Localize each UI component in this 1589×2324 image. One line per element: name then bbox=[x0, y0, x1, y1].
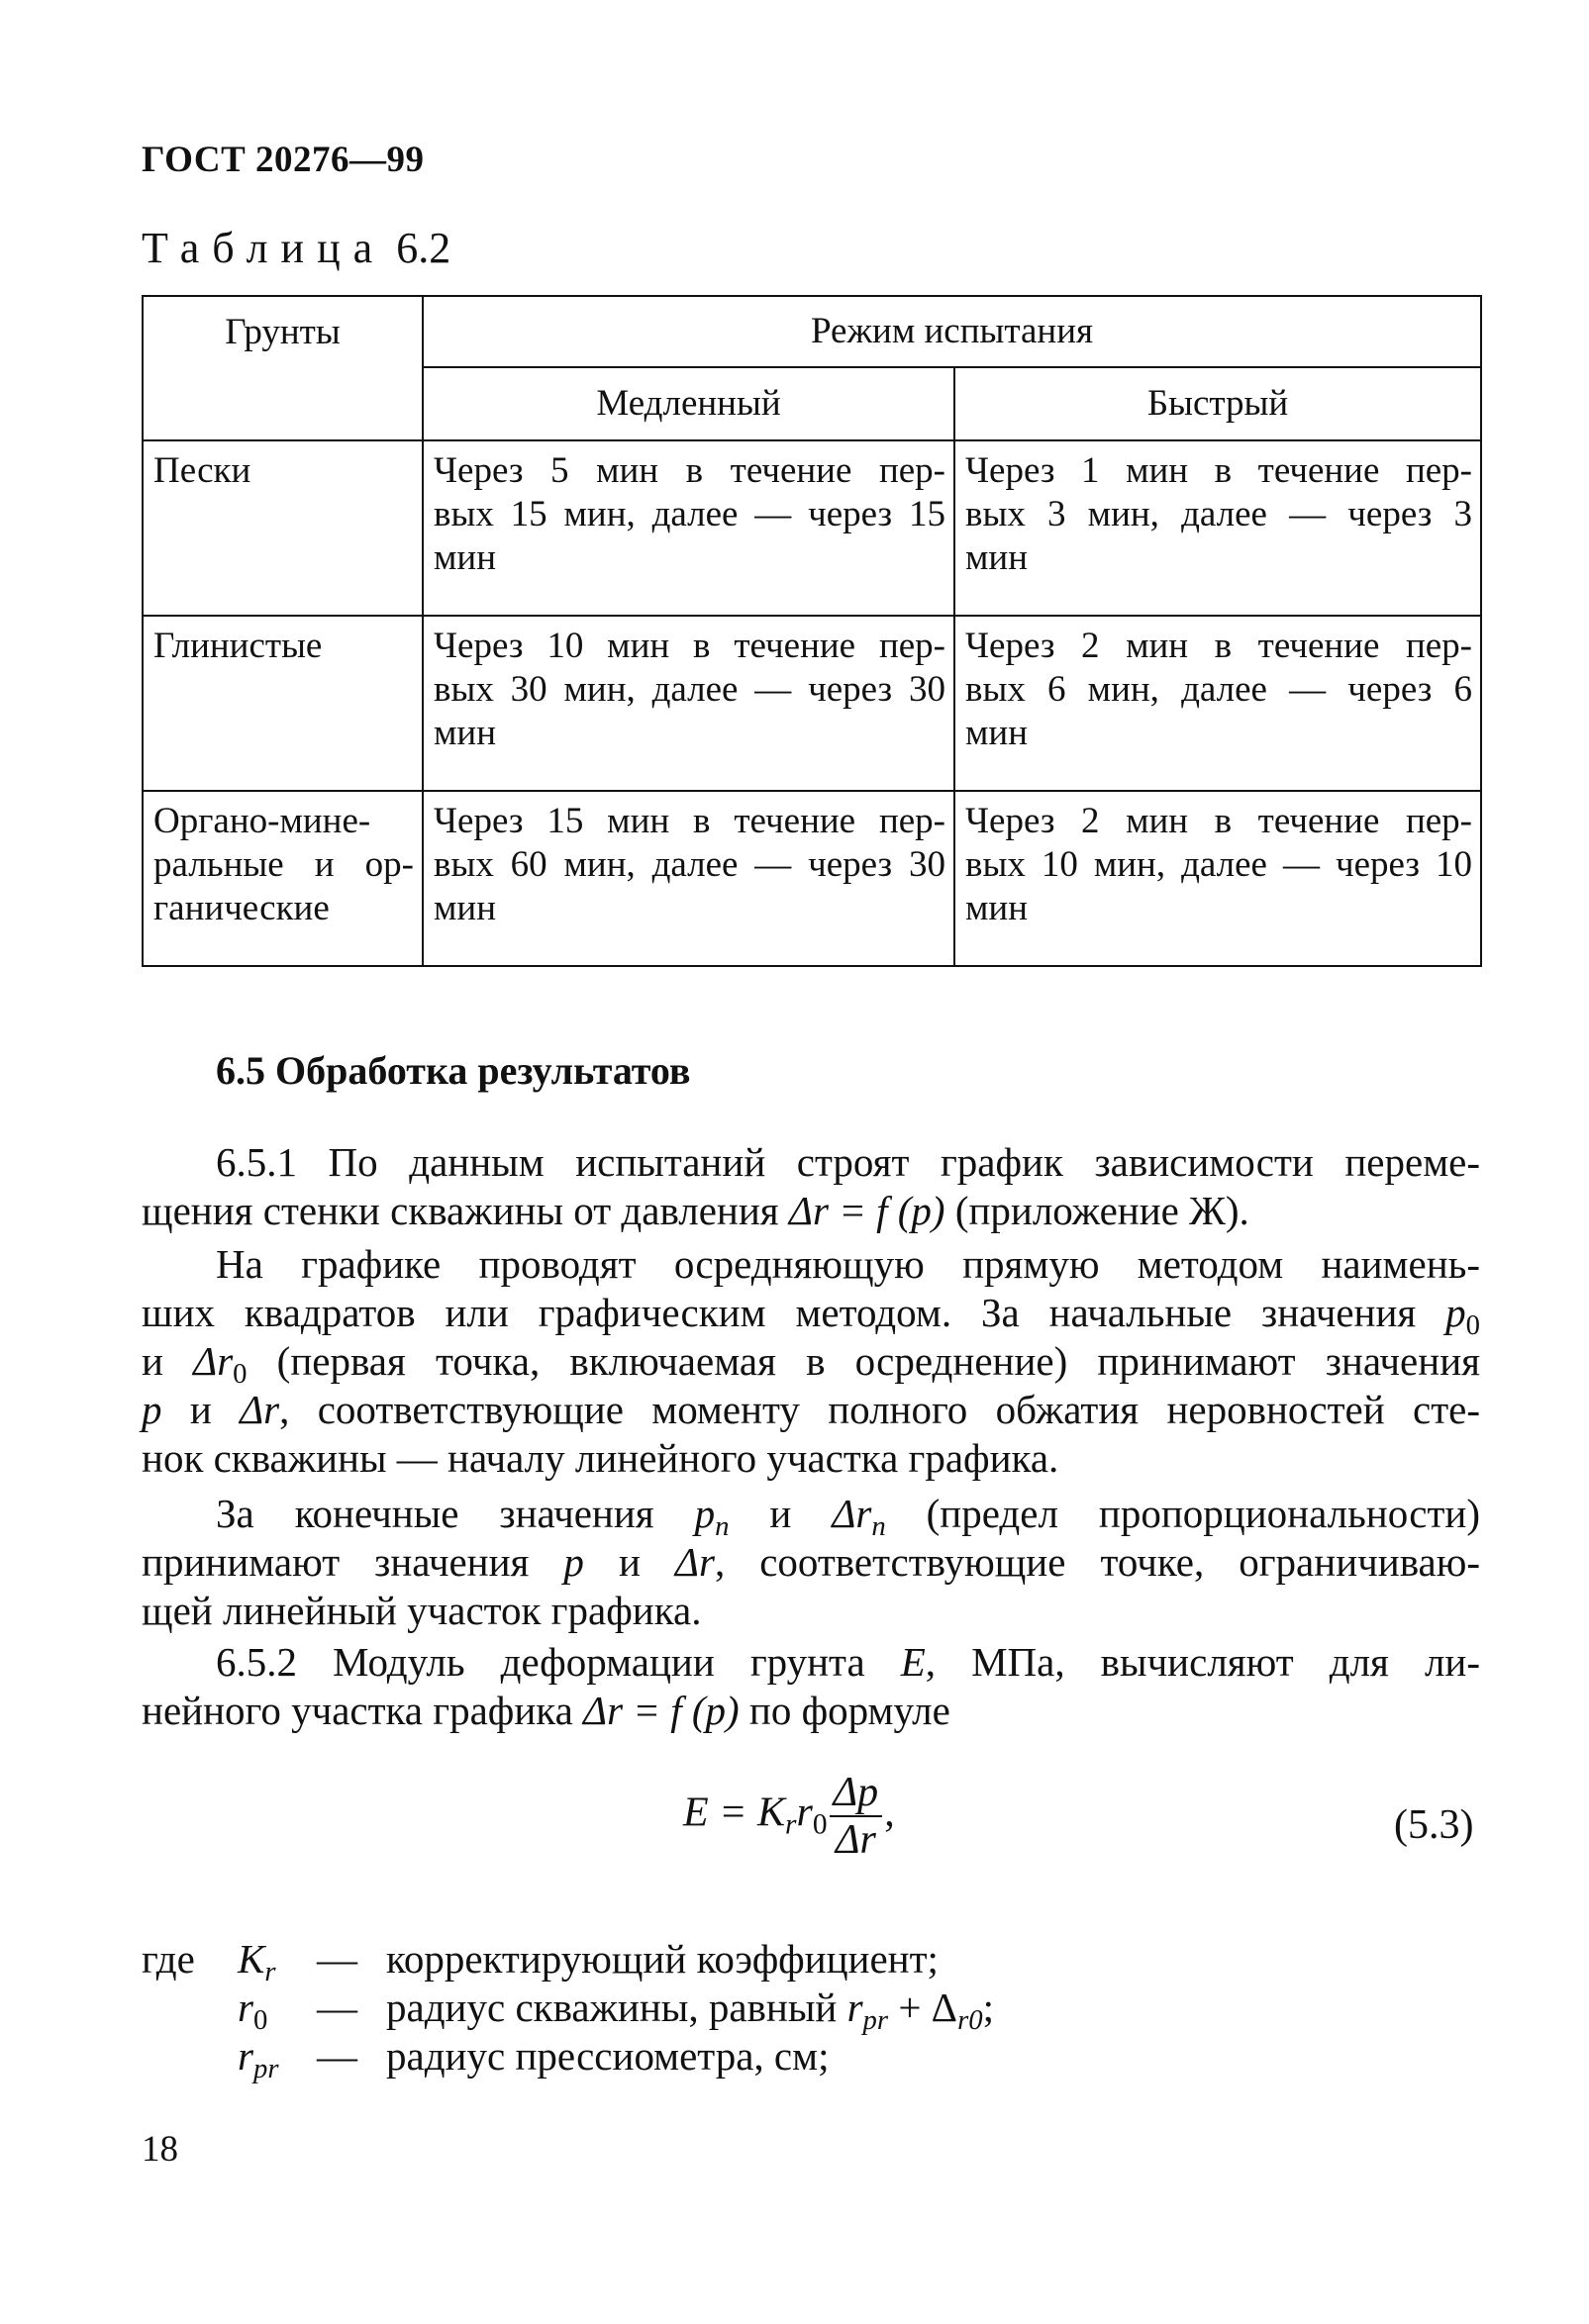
where-dash: — bbox=[317, 1936, 357, 1982]
header-slow: Медленный bbox=[423, 367, 954, 440]
fast-cell: Через 1 мин в течение пер- вых 3 мин, далее — через 3 мин bbox=[954, 440, 1481, 616]
where-label: где bbox=[142, 1936, 195, 1982]
test-mode-table bbox=[142, 295, 1482, 967]
fast-cell: Через 2 мин в течение пер- вых 10 мин, далее — через 10 мин bbox=[954, 791, 1481, 966]
page-number: 18 bbox=[142, 2129, 178, 2170]
slow-cell: Через 10 мин в течение пер- вых 30 мин, далее — через 30 мин bbox=[423, 616, 954, 791]
where-symbol: $r_{pr}$ bbox=[238, 2033, 279, 2084]
formula-fraction: $\frac{\Delta p}{\Delta r}$ bbox=[830, 1770, 883, 1863]
section-title: 6.5 Обработка результатов bbox=[216, 1048, 691, 1093]
header-test-mode: Режим испытания bbox=[423, 296, 1481, 367]
header-soil: Грунты bbox=[143, 296, 423, 440]
header-fast: Быстрый bbox=[954, 367, 1481, 440]
document-header: ГОСТ 20276—99 bbox=[142, 140, 425, 180]
table-caption-number: 6.2 bbox=[396, 224, 451, 272]
table-row bbox=[143, 440, 1481, 616]
soil-cell: Пески bbox=[143, 440, 423, 616]
paragraph-final-values: За конечные значения $p_n$ и $\Delta r_n$ (предел пропорциональности) принимают значения p и Δr, соответствующие точке, ограничиваю- щей линейный участок графика. bbox=[142, 1491, 1480, 1633]
where-dash: — bbox=[317, 2033, 357, 2079]
slow-cell: Через 5 мин в течение пер- вых 15 мин, далее — через 15 мин bbox=[423, 440, 954, 616]
table-caption-word: Таблица bbox=[142, 224, 386, 272]
table-caption bbox=[142, 223, 450, 273]
slow-cell: Через 15 мин в течение пер- вых 60 мин, далее — через 30 мин bbox=[423, 791, 954, 966]
where-definition: радиус скважины, равный $r_{pr} + \Delta_{r0}$; bbox=[386, 1985, 994, 2036]
equation-number: (5.3) bbox=[1394, 1802, 1474, 1848]
soil-cell: Органо-мине- ральные и ор- ганические bbox=[143, 791, 423, 966]
where-dash: — bbox=[317, 1985, 357, 2030]
table-row bbox=[143, 791, 1481, 966]
where-definition: корректирующий коэффициент; bbox=[386, 1936, 939, 1982]
where-symbol: $r_0$ bbox=[238, 1985, 268, 2036]
formula-5-3: $E = K_rr_0$ $\frac{\Delta p}{\Delta r}$ , bbox=[683, 1770, 895, 1863]
paragraph-averaging-line: На графике проводят осредняющую прямую методом наимень- ших квадратов или графическим методом. За начальные значения $p_0$ и $\Delta r_0$ (первая точка, включаемая в осреднение) принимают значения p и Δr, соответствующие моменту полного обжатия неровностей сте- нок скважины — началу линейного участка графика. bbox=[142, 1241, 1480, 1481]
fast-cell: Через 2 мин в течение пер- вых 6 мин, далее — через 6 мин bbox=[954, 616, 1481, 791]
where-definition: радиус прессиометра, см; bbox=[386, 2033, 830, 2079]
where-symbol: $K_r$ bbox=[238, 1936, 276, 1987]
paragraph-6-5-1: 6.5.1 По данным испытаний строят график зависимости переме- щения стенки скважины от давления Δr = f (p) (приложение Ж). bbox=[142, 1139, 1480, 1233]
table-row bbox=[143, 616, 1481, 791]
soil-cell: Глинистые bbox=[143, 616, 423, 791]
paragraph-6-5-2: 6.5.2 Модуль деформации грунта E, МПа, вычисляют для ли- нейного участка графика Δr = f (p) по формуле bbox=[142, 1639, 1480, 1733]
